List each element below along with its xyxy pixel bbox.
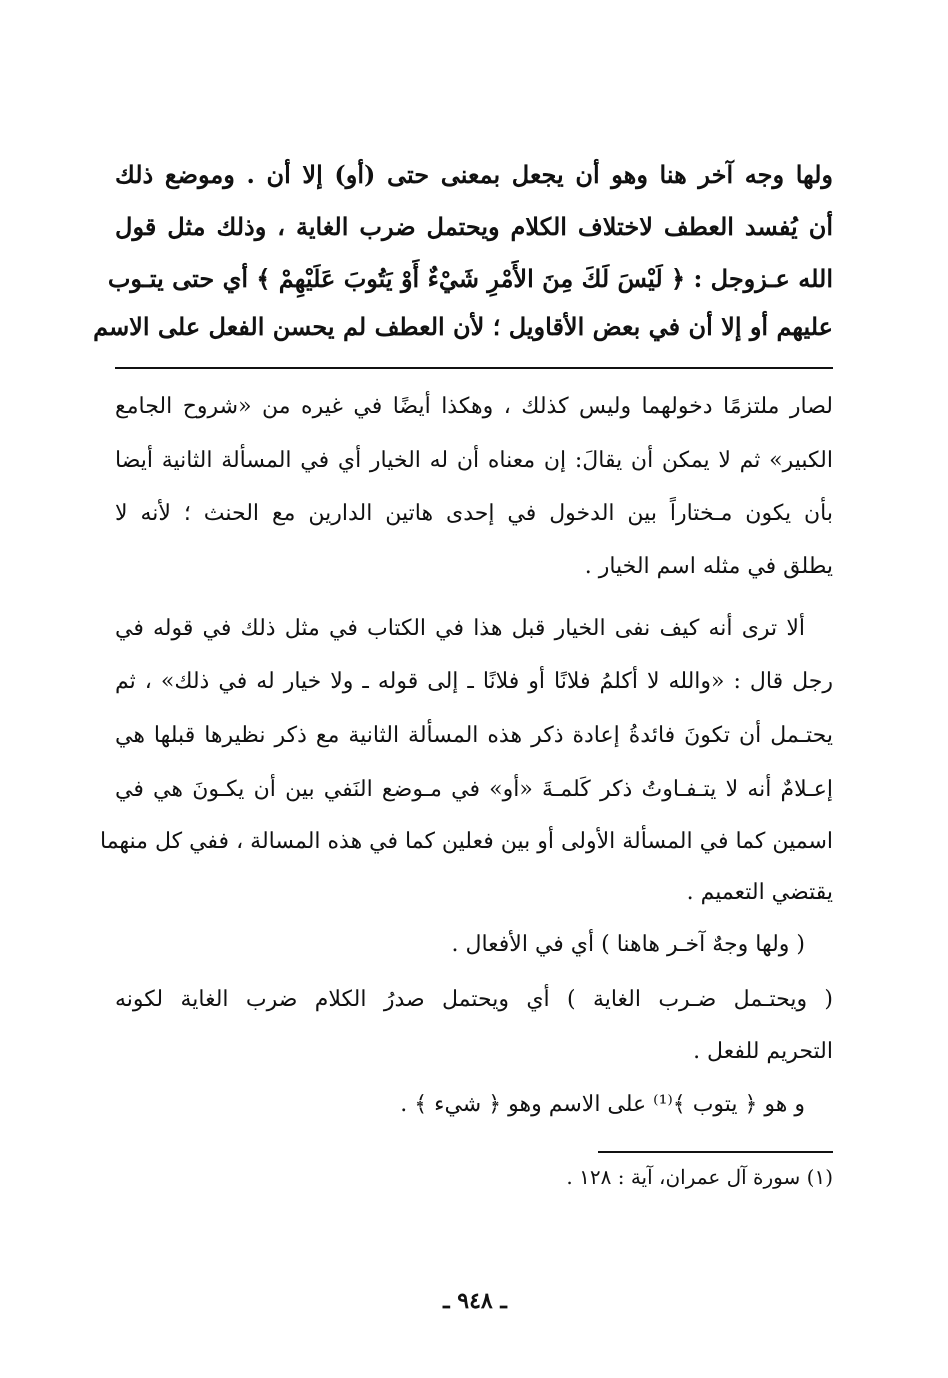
page-number: ـ ٩٤٨ ـ xyxy=(443,1288,507,1314)
sharh-line: رجل قال : «والله لا أكلمُ فلانًا أو فلانًا ـ إلى قوله ـ ولا خيار له في ذلك» ، ثم xyxy=(115,669,833,694)
sharh-line: اسمين كما في المسألة الأولى أو بين فعلين كما في هذه المسالة ، ففي كل منهما xyxy=(99,829,833,854)
sharh-line: ( ولها وجهٌ آخـر هاهنا ) أي في الأفعال . xyxy=(451,932,805,957)
sharh-line: الكبير» ثم لا يمكن أن يقالَ: إن معناه أن له الخيار أي في المسألة الثانية أيضا xyxy=(115,448,833,473)
matn-line: عليهم أو إلا أن في بعض الأقاويل ؛ لأن العطف لم يحسن الفعل على الاسم xyxy=(93,312,833,341)
footnote-separator xyxy=(598,1151,833,1153)
sharh-line: إعـلامٌ أنه لا يتـفـاوتُ ذكر كَلمـةَ «أو» في مـوضع النَفي بين أن يكـونَ هي في xyxy=(115,777,833,802)
sharh-line: ألا ترى أنه كيف نفى الخيار قبل هذا في الكتاب في مثل ذلك في قوله في xyxy=(115,616,805,641)
matn-separator xyxy=(115,367,833,369)
sharh-line: يحتـمل أن تكونَ فائدةُ إعادة ذكر هذه المسألة الثانية مع ذكر نظيرها قبلها هي xyxy=(115,723,833,748)
sharh-line: و هو ﴿ يتوب ﴾⁽¹⁾ على الاسم وهو ﴿ شيء ﴾ . xyxy=(400,1092,805,1117)
sharh-line: يطلق في مثله اسم الخيار . xyxy=(584,554,833,579)
sharh-line: بأن يكون مـختاراً بين الدخول في إحدى هاتين الدارين مع الحنث ؛ لأنه لا xyxy=(115,501,833,526)
sharh-line: التحريم للفعل . xyxy=(693,1039,833,1064)
matn-line: الله عـزوجل : ﴿ لَيْسَ لَكَ مِنَ الأَمْرِ شَيْءٌ أَوْ يَتُوبَ عَلَيْهِمْ ﴾ أي حتى يتـوب xyxy=(107,264,833,293)
footnote: (١) سورة آل عمران، آية : ١٢٨ . xyxy=(566,1165,833,1189)
sharh-line: يقتضي التعميم . xyxy=(686,880,833,905)
matn-line: ولها وجه آخر هنا وهو أن يجعل بمعنى حتى (أو) إلا أن . وموضع ذلك xyxy=(115,160,833,189)
sharh-line: ( ويحتـمل ضـرب الغاية ) أي ويحتمل صدرُ الكلام ضرب الغاية لكونه xyxy=(115,987,833,1012)
sharh-line: لصار ملتزمًا دخولهما وليس كذلك ، وهكذا أيضًا في غيره من «شروح الجامع xyxy=(115,394,833,419)
matn-line: أن يُفسد العطف لاختلاف الكلام ويحتمل ضرب الغاية ، وذلك مثل قول xyxy=(115,212,833,241)
